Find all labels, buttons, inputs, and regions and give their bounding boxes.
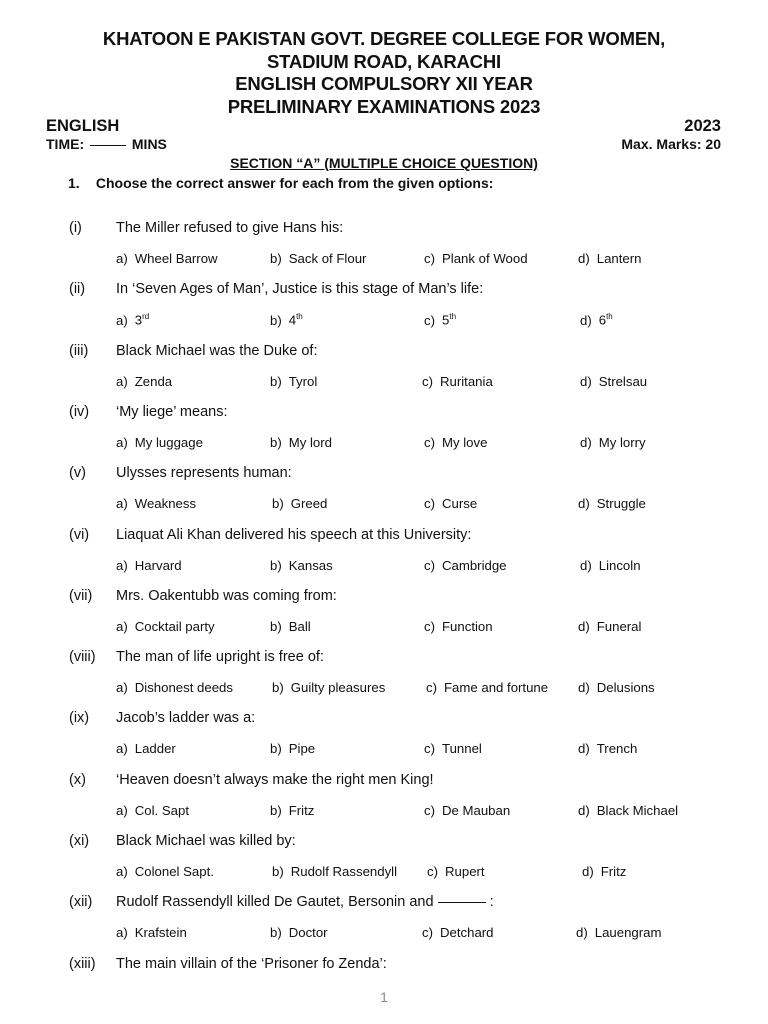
question-item [0,404,768,464]
option-letter: a) [116,496,128,512]
option-letter: d) [576,925,588,941]
option-letter: d) [582,864,594,879]
question-number: (ii) [69,281,86,298]
option-letter: b) [270,802,282,818]
option-b [270,925,328,940]
option-text: Weakness [134,496,197,512]
option-text: Fritz [600,864,627,879]
option-text: Dishonest deeds [134,680,233,696]
time-label: TIME: [46,136,85,152]
question-item [0,281,768,341]
exam-title: PRELIMINARY EXAMINATIONS 2023 [227,95,541,117]
option-letter: a) [116,925,128,941]
question-text-body: Mrs. Oakentubb was coming from: [116,587,337,604]
option-d [578,803,678,818]
option-letter: c) [424,557,435,573]
option-letter: c) [424,434,435,450]
option-text: Tyrol [288,373,318,389]
time-unit: MINS [131,136,167,152]
option-d [578,680,655,695]
option-b [272,680,385,695]
option-letter: a) [116,802,128,818]
option-letter: a) [116,251,128,266]
option-text: Curse [442,496,478,512]
option-letter: a) [116,680,128,696]
question-item [0,220,768,280]
question-text-body: Jacob’s ladder was a: [116,710,256,727]
option-letter: b) [272,496,284,512]
option-letter: b) [272,680,284,696]
option-d [580,374,647,389]
option-text: De Mauban [442,802,511,818]
question-text [116,710,255,726]
option-letter: b) [270,741,282,757]
option-c [422,374,493,389]
college-address: STADIUM ROAD, KARACHI [267,50,501,72]
question-text-body: Black Michael was killed by: [116,833,296,849]
option-text: Kansas [288,557,333,573]
subject-label: ENGLISH [46,117,120,135]
option-b [272,496,327,511]
option-text: Tunnel [442,741,482,757]
ordinal-suffix: th [606,312,613,322]
option-letter: a) [116,741,128,757]
option-text: Col. Sapt [134,802,189,818]
question-number: (iv) [69,403,90,420]
option-c [424,251,528,266]
question-text [116,894,494,910]
option-letter: b) [270,925,282,941]
question-text-body: Black Michael was the Duke of: [116,342,318,359]
question-text-body: The main villain of the ‘Prisoner fo Zenda’: [116,955,387,972]
option-a [116,435,203,450]
option-letter: a) [116,864,128,879]
option-c [424,803,510,818]
option-text: Plank of Wood [442,251,528,266]
question-item [0,833,768,893]
option-d [582,864,626,879]
ordinal-suffix: th [449,312,457,322]
option-letter: c) [424,496,435,512]
option-b [272,864,397,879]
option-text: My lorry [598,434,646,450]
question-number: (v) [69,465,86,482]
question-text [116,772,434,788]
option-letter: c) [424,802,435,818]
option-c [426,680,548,695]
option-a [116,251,218,266]
question-number: (vi) [69,526,90,543]
option-d [578,619,641,634]
question-item [0,772,768,832]
option-letter: a) [116,557,128,573]
answer-blank [438,902,486,903]
option-letter: d) [580,312,592,328]
option-text: Zenda [134,373,173,389]
option-letter: a) [116,434,128,450]
option-text: Cocktail party [134,618,215,634]
option-text: Greed [290,496,328,512]
option-letter: d) [580,373,592,389]
option-c [424,558,507,573]
option-a [116,741,176,756]
option-text: Ladder [134,741,176,757]
question-text-body: Ulysses represents human: [116,465,292,482]
option-text: Detchard [440,925,494,941]
question-suffix: : [489,894,494,911]
option-text: Lantern [596,251,642,266]
option-text: Funeral [596,618,642,634]
time-blank [90,145,126,146]
option-letter: c) [424,312,435,328]
option-letter: b) [270,251,282,266]
option-d [576,925,661,940]
question-text-body: The man of life upright is free of: [116,649,324,666]
option-text: Sack of Flour [288,251,367,266]
option-letter: d) [578,496,590,512]
option-letter: b) [270,373,282,389]
option-c [424,312,456,327]
question-item [0,588,768,648]
option-text: Fritz [288,802,315,818]
option-c [424,435,487,450]
option-text: Wheel Barrow [134,251,218,266]
option-text: My lord [288,434,332,450]
question-number: (xi) [69,833,90,849]
option-b [270,312,303,327]
option-letter: c) [422,373,433,389]
question-text [116,404,227,420]
question-text [116,343,317,359]
option-letter: c) [427,864,438,879]
question-text [116,281,483,297]
option-letter: a) [116,312,128,328]
option-letter: d) [578,618,590,634]
option-letter: b) [270,557,282,573]
question-text [116,588,337,604]
question-text [116,220,343,236]
option-text: Doctor [288,925,328,941]
option-b [270,558,333,573]
option-a [116,925,187,940]
option-letter: d) [580,434,592,450]
option-letter: b) [270,434,282,450]
option-text: Colonel Sapt. [134,864,214,879]
question-item [0,527,768,587]
question-number: (xii) [69,894,93,911]
option-d [580,312,613,327]
option-a [116,864,214,879]
question-text [116,465,292,481]
option-text: Function [442,618,493,634]
option-letter: b) [270,618,282,634]
option-text: Cambridge [442,557,507,573]
course-title: ENGLISH COMPULSORY XII YEAR [235,73,533,94]
option-letter: d) [580,557,592,573]
option-text: Lincoln [598,557,641,573]
question-item [0,465,768,525]
option-text: Delusions [596,680,655,696]
page-number: 1 [380,989,388,1005]
option-letter: c) [424,618,435,634]
ordinal-suffix: th [296,312,303,322]
question-text-body: In ‘Seven Ages of Man’, Justice is this stage of Man’s life: [116,281,484,298]
instruction-number: 1. [68,175,80,191]
option-a [116,558,182,573]
ordinal-suffix: rd [142,312,150,322]
option-text: Rupert [445,864,485,879]
instruction-text: Choose the correct answer for each from the given options: [95,175,494,191]
option-text: Trench [596,741,638,757]
time-allowed [46,136,167,152]
option-text: Rudolf Rassendyll [290,864,398,879]
question-item [0,710,768,770]
option-c [424,619,493,634]
option-d [578,496,646,511]
section-title: SECTION “A” (MULTIPLE CHOICE QUESTION) [230,155,538,171]
option-text: My luggage [134,434,203,450]
question-text [116,956,387,972]
option-text: Struggle [596,496,646,512]
instruction [68,175,493,191]
option-b [270,435,332,450]
question-text [116,527,471,543]
option-b [270,803,314,818]
option-text: Black Michael [596,802,679,818]
option-text: Fame and fortune [444,680,549,696]
option-text: Ruritania [440,373,493,389]
option-text: Strelsau [598,373,648,389]
option-text: Harvard [134,557,182,573]
option-c [424,496,477,511]
option-text: Ball [288,618,311,634]
option-letter: c) [424,251,435,266]
option-text: 6 [598,312,607,328]
option-letter: c) [426,680,437,696]
option-d [578,741,637,756]
question-item [0,956,768,1016]
question-text-body: ‘Heaven doesn’t always make the right men King! [116,771,434,788]
question-text-body: The Miller refused to give Hans his: [116,220,344,236]
option-d [578,251,641,266]
question-number: (iii) [69,342,89,359]
question-item [0,894,768,954]
option-d [580,558,641,573]
option-c [422,925,494,940]
option-letter: c) [422,925,433,941]
option-c [427,864,485,879]
question-item [0,649,768,709]
exam-year: 2023 [684,117,721,135]
option-a [116,803,189,818]
question-text-body: Liaquat Ali Khan delivered his speech at this University: [116,526,472,543]
question-number: (x) [69,771,86,788]
option-letter: b) [272,864,284,879]
option-text: 4 [288,312,297,328]
option-b [270,251,366,266]
exam-header [0,28,768,118]
option-b [270,741,315,756]
option-text: Lauengram [594,925,662,941]
option-a [116,680,233,695]
option-a [116,374,172,389]
option-letter: d) [578,680,590,696]
question-text [116,649,324,665]
option-letter: a) [116,373,128,389]
option-text: Pipe [288,741,316,757]
question-number: (ix) [69,710,90,727]
option-letter: d) [578,251,590,266]
option-b [270,619,311,634]
college-name: KHATOON E PAKISTAN GOVT. DEGREE COLLEGE FOR WOMEN, [102,28,666,49]
option-letter: d) [578,802,590,818]
question-text-body: Rudolf Rassendyll killed De Gautet, Bersonin and [116,894,434,911]
question-item [0,343,768,403]
question-text [116,833,296,849]
question-number: (viii) [69,649,96,666]
question-number: (xiii) [69,955,96,972]
option-c [424,741,482,756]
question-text-body: ‘My liege’ means: [116,403,228,420]
option-text: Guilty pleasures [290,680,386,696]
question-number: (vii) [69,587,93,604]
max-marks: Max. Marks: 20 [621,136,721,152]
option-letter: b) [270,312,282,328]
option-letter: a) [116,618,128,634]
option-a [116,312,149,327]
option-d [580,435,646,450]
option-b [270,374,317,389]
option-text: 5 [442,312,450,328]
option-text: Krafstein [134,925,187,941]
option-a [116,496,196,511]
option-a [116,619,215,634]
option-text: My love [442,434,488,450]
option-letter: d) [578,741,590,757]
question-number: (i) [69,220,82,236]
option-letter: c) [424,741,435,757]
option-text: 3 [134,312,143,328]
